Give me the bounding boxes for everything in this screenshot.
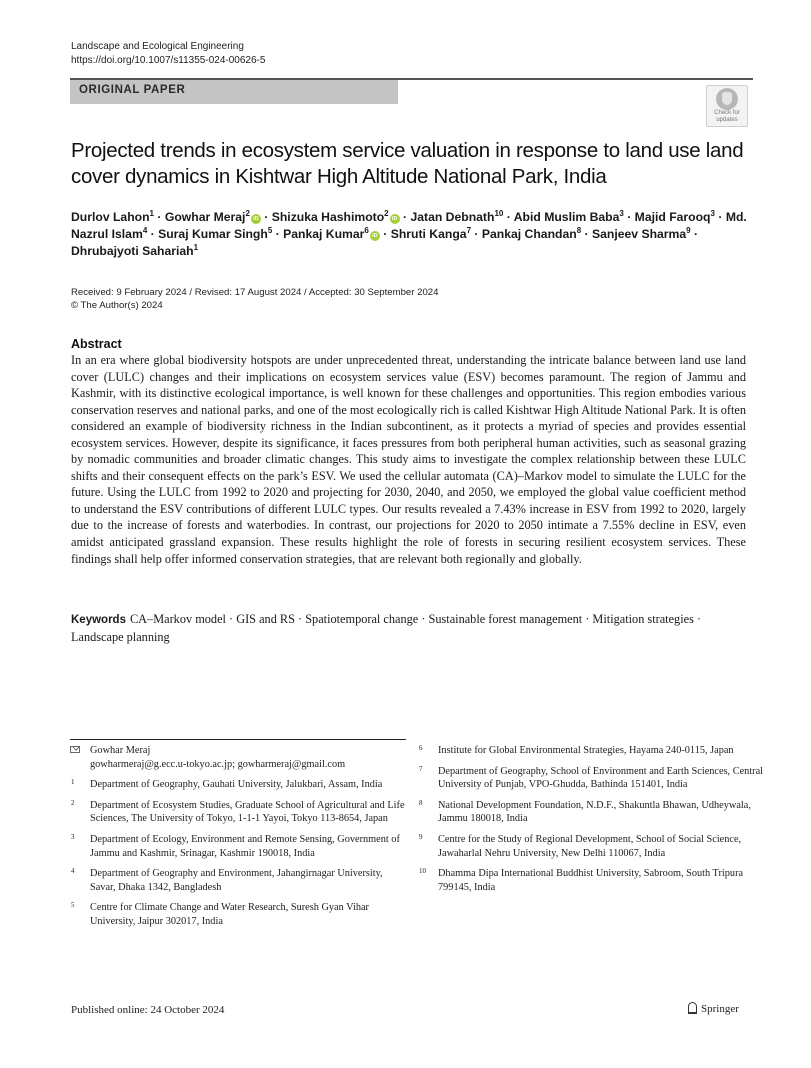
author-name: Md. Nazrul Islam — [71, 210, 747, 241]
author-name: Shruti Kanga — [390, 227, 467, 241]
affiliation-number: 6 — [419, 744, 423, 752]
affiliation — [418, 799, 763, 826]
affiliation-number: 5 — [71, 901, 75, 910]
author-name: Majid Farooq — [634, 210, 711, 224]
affiliation-text: Institute for Global Environmental Strategies, Hayama 240-0115, Japan — [438, 745, 734, 756]
correspondence-note — [70, 744, 406, 771]
paper-title: Projected trends in ecosystem service valuation in response to land use land cover dynamics in Kishtwar High Altitude National Park, India — [71, 139, 744, 188]
affiliation — [70, 901, 406, 928]
author[interactable] — [391, 227, 471, 241]
author-name: Sanjeev Sharma — [591, 227, 687, 241]
affiliation-text: Department of Geography, School of Environment and Earth Sciences, Central University of Punjab, VPO-Ghudda, Bathinda 151401, India — [438, 765, 764, 791]
keyword: GIS and RS — [236, 612, 295, 626]
affiliation — [418, 765, 763, 792]
author-separator: · — [147, 227, 159, 241]
author-name: Abid Muslim Baba — [513, 210, 620, 224]
author[interactable] — [71, 210, 154, 224]
author-separator: · — [714, 210, 726, 224]
affiliation-text: Centre for Climate Change and Water Research, Suresh Gyan Vihar University, Jaipur 302017, India — [90, 902, 369, 927]
check-updates-icon — [716, 88, 738, 110]
check-updates-label: Check for updates — [714, 110, 740, 123]
affiliation-text: Department of Geography and Environment, Jahangirnagar University, Savar, Dhaka 1342, Bangladesh — [90, 868, 383, 893]
affiliation-ref[interactable]: 5 — [267, 226, 273, 235]
affiliation — [70, 867, 406, 894]
affiliation — [70, 778, 406, 792]
author-name: Gowhar Meraj — [164, 210, 246, 224]
keywords — [71, 611, 751, 645]
keyword: Sustainable forest management — [428, 612, 583, 626]
affiliation-ref[interactable]: 10 — [494, 209, 504, 218]
keyword: Landscape planning — [71, 629, 170, 644]
author-separator: · — [272, 227, 284, 241]
author-separator: · — [581, 227, 592, 241]
author[interactable] — [410, 210, 503, 224]
author-separator: · — [399, 210, 411, 224]
affiliation-number: 3 — [71, 832, 75, 841]
author-separator: · — [471, 227, 482, 241]
keyword: Mitigation strategies — [592, 612, 694, 626]
affiliation — [418, 867, 763, 894]
affiliation-text: Department of Geography, Gauhati University, Jalukbari, Assam, India — [90, 779, 383, 791]
keyword-separator: · — [582, 612, 593, 626]
author[interactable] — [165, 210, 261, 224]
keywords-heading: Keywords — [71, 614, 126, 626]
author-separator: · — [690, 227, 699, 241]
affiliation-number: 7 — [419, 764, 423, 773]
affiliation-ref[interactable]: 4 — [142, 226, 148, 235]
footnote-rule — [70, 739, 406, 740]
author-name: Pankaj Chandan — [481, 227, 577, 241]
author-name: Durlov Lahon — [71, 210, 150, 224]
author[interactable] — [482, 227, 581, 241]
affiliation-number: 9 — [419, 832, 423, 841]
affiliation-text: Dhamma Dipa International Buddhist University, Sabroom, South Tripura 799145, India — [438, 868, 744, 893]
abstract-heading: Abstract — [71, 337, 122, 351]
copyright: © The Author(s) 2024 — [71, 300, 163, 311]
affiliation-text: Department of Ecosystem Studies, Graduate School of Agricultural and Life Sciences, The University of Tokyo, 1-1-1 Yayoi, Tokyo 113-8654, Japan — [90, 799, 405, 825]
author[interactable] — [635, 210, 715, 224]
author[interactable] — [283, 227, 380, 241]
affiliation-text: National Development Foundation, N.D.F., Shakuntla Bhawan, Udheywala, Jammu 180018, India — [438, 799, 751, 825]
affiliation-text: Centre for the Study of Regional Development, School of Social Science, Jawaharlal Nehru University, New Delhi 110067, India — [438, 833, 742, 859]
publisher-name: Springer — [701, 1003, 739, 1015]
paper-type-label: ORIGINAL PAPER — [79, 84, 186, 96]
keywords-list — [71, 612, 701, 644]
author-separator: · — [154, 210, 165, 224]
journal-name: Landscape and Ecological Engineering — [71, 41, 244, 52]
author-name: Jatan Debnath — [410, 210, 495, 224]
abstract-text: In an era where global biodiversity hotspots are under unprecedented threat, understanding the intricate balance between land use land cover (LULC) changes and their implications on ecosystem services value (ESV) becomes paramount. The region of Jammu and Kashmir, with its distinctive ecological importance, is well known for these challenges and opportunities. This region embodies various conservation reserves and national parks, and one of the most ecologically rich is called Kishtwar High Altitude National Park. It is often considered an example of biodiversity richness in the Indian subcontinent, as it protects a myriad of species and provides essential ecosystem services. However, despite its significance, it faces pressures from both peripheral human activities, such as seasonal grazing by nomadic communities and broader climatic changes. This study aims to investigate the complex relationship between these LULC shifts and their consequent effects on the park’s ESV. We used the cellular automata (CA)–Markov model to simulate the LULC for the future. Using the LULC from 1992 to 2020 and projecting for 2030, 2040, and 2050, we employed the global value coefficient method to understand the ESV contributions of different LULC types. Our results revealed a 7.43% increase in ESV from 1992 to 2020, largely due to the increase of forests and waterbodies. In contrast, our projections for 2020 to 2050 intimate a 7.55% decline in ESV, even amidst anticipated grassland expansion. These results highlight the role of forests in securing resilient ecosystem services. These findings shall help offer informed conservation strategies, that are relevant both regionally and globally. — [71, 353, 746, 566]
author[interactable] — [272, 210, 400, 224]
affiliation-ref[interactable]: 3 — [619, 209, 624, 218]
affiliation-ref[interactable]: 8 — [576, 226, 582, 235]
affiliation — [70, 799, 406, 826]
article-history: Received: 9 February 2024 / Revised: 17 August 2024 / Accepted: 30 September 2024 — [71, 287, 439, 298]
affiliation-ref[interactable]: 1 — [193, 243, 199, 252]
published-date: Published online: 24 October 2024 — [71, 1004, 225, 1016]
correspondence-emails[interactable]: gowharmeraj@g.ecc.u-tokyo.ac.jp; gowharmeraj@gmail.com — [90, 758, 346, 770]
author[interactable] — [71, 244, 198, 258]
paper-type-banner — [70, 80, 398, 104]
check-for-updates-badge[interactable] — [706, 85, 748, 127]
affiliations-right-column — [418, 744, 763, 901]
orcid-icon[interactable]: iD — [251, 214, 261, 224]
author[interactable] — [158, 227, 272, 241]
envelope-icon — [70, 746, 80, 753]
author-name: Shizuka Hashimoto — [271, 210, 385, 224]
affiliation-ref[interactable]: 6 — [364, 226, 369, 235]
affiliation — [418, 833, 763, 860]
keyword: CA–Markov model — [129, 612, 226, 626]
affiliation — [418, 744, 763, 758]
affiliation-text: Department of Ecology, Environment and Remote Sensing, Government of Jammu and Kashmir, Srinagar, Kashmir 190018, India — [90, 833, 400, 859]
keyword: Spatiotemporal change — [305, 612, 419, 626]
author-name: Pankaj Kumar — [283, 227, 365, 241]
affiliation-number: 10 — [419, 867, 426, 876]
springer-horse-icon — [688, 1002, 697, 1014]
orcid-icon[interactable]: iD — [390, 214, 400, 224]
affiliation-number: 2 — [71, 798, 75, 807]
affiliation-ref[interactable]: 1 — [149, 209, 154, 218]
affiliations-left-column — [70, 744, 406, 936]
author-name: Suraj Kumar Singh — [158, 227, 268, 241]
keyword-separator: · — [693, 612, 702, 626]
correspondence-name: Gowhar Meraj — [90, 745, 151, 756]
journal-header — [71, 40, 265, 68]
affiliation-ref[interactable]: 2 — [384, 209, 389, 218]
affiliation — [70, 833, 406, 860]
article-dates — [71, 286, 438, 312]
author[interactable] — [514, 210, 624, 224]
affiliation-number: 8 — [419, 798, 423, 807]
affiliation-number: 1 — [71, 778, 75, 787]
orcid-icon[interactable]: iD — [370, 231, 380, 241]
affiliation-number: 4 — [71, 867, 75, 876]
affiliation-ref[interactable]: 2 — [245, 209, 250, 218]
author-separator: · — [260, 210, 272, 224]
author-separator: · — [623, 210, 635, 224]
doi-link[interactable]: https://doi.org/10.1007/s11355-024-00626-5 — [71, 55, 266, 66]
author-separator: · — [379, 227, 391, 241]
keyword-separator: · — [294, 612, 306, 626]
affiliation-ref[interactable]: 3 — [710, 209, 715, 218]
keyword-separator: · — [225, 612, 237, 626]
author[interactable] — [592, 227, 691, 241]
author-list — [71, 209, 761, 260]
affiliation-ref[interactable]: 9 — [686, 226, 691, 235]
keyword-separator: · — [418, 612, 429, 626]
author-separator: · — [503, 210, 514, 224]
publisher-logo — [688, 1002, 739, 1015]
affiliation-ref[interactable]: 7 — [466, 226, 472, 235]
author-name: Dhrubajyoti Sahariah — [71, 244, 194, 258]
